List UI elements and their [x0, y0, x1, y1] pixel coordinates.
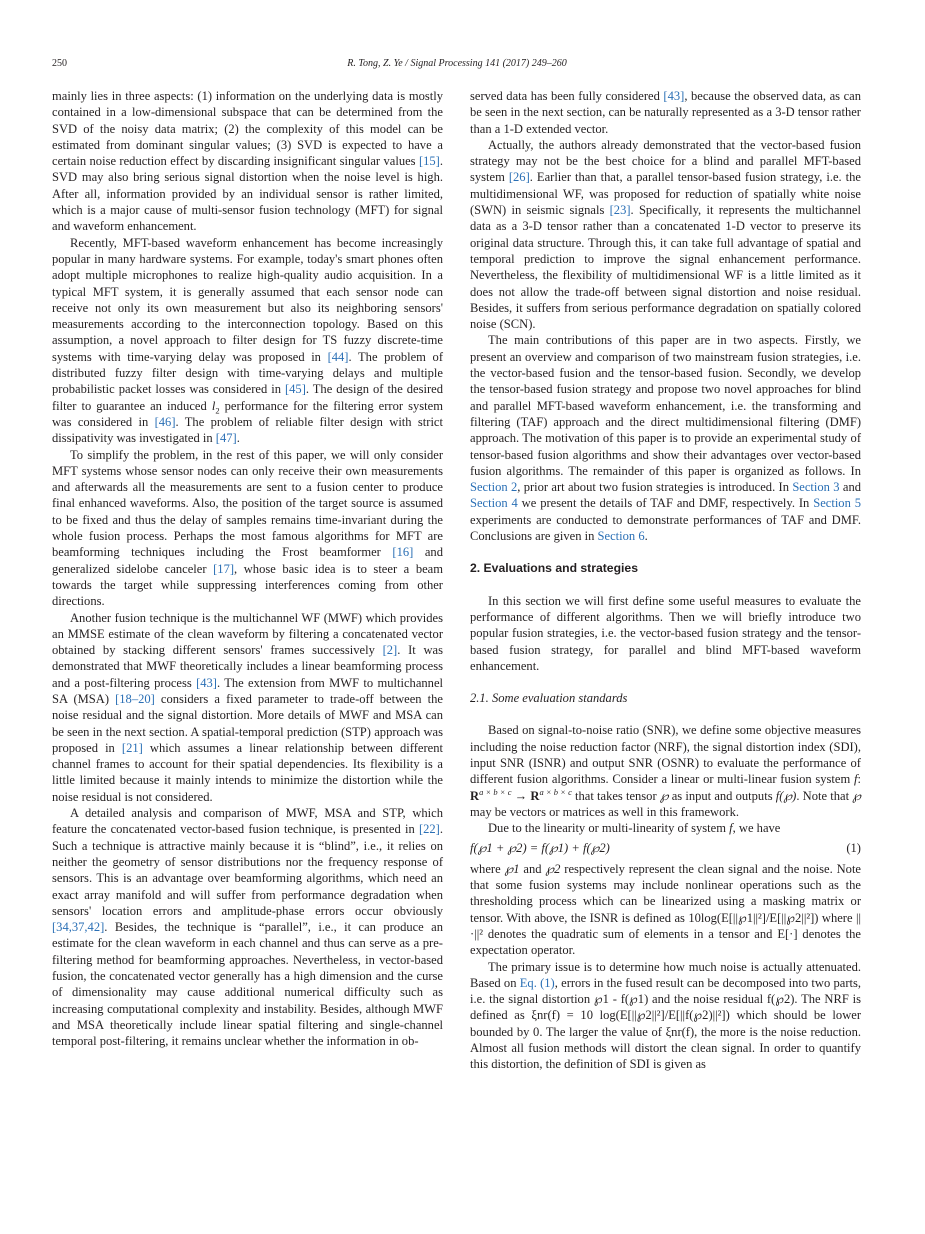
- section-link[interactable]: Section 6: [597, 529, 645, 544]
- citation-link[interactable]: [23]: [609, 203, 631, 218]
- paragraph: The main contributions of this paper are in two aspects. Firstly, we present an overview and comparison of two mainstream fusion strategies, i.e. the vector-based fusion and the tensor-based fusion. Secondly, we develop the tensor-based fusion strategy and propose two novel approaches for blind and parallel MFT-based waveform enhancement, i.e. the transforming and filtering (TAF) approach and the direct multidimensional filtering (DMF) approach. The motivation of this paper is to provide an experimental study of tensor-based fusion algorithms and show their advantages over vector-based fusion algorithms. The remainder of this paper is organized as follows. In Section 2, prior art about two fusion strategies is introduced. In Section 3 and Section 4 we present the details of TAF and DMF, respectively. In Section 5 experiments are conducted to demonstrate performances of TAF and DMF. Conclusions are given in Section 6.: [470, 333, 862, 544]
- citation-link[interactable]: [34,37,42]: [52, 920, 105, 935]
- paragraph: A detailed analysis and comparison of MWF, MSA and STP, which feature the concatenated vector-based fusion technique, is presented in [22]. Such a technique is attractive mainly because it is “blind”, i.e., it relies on neither the geometry of sensor distributions nor the frequency response of sensors. This is an advantage over beamforming algorithms, which need an exact array manifold and will suffer from performance degradation when sensors' location errors and amplitude-phase errors occur obviously [34,37,42]. Besides, the technique is “parallel”, i.e., it can produce an estimate for the clean waveform in each channel and thus can serve as a pre-filtering method for beamforming approaches. Nevertheless, in vector-based fusion, the concatenated vector generally has a high dimension and the curse of dimensionality may cause additional numerical difficulty such as increasing computational complexity and instability. Besides, although MWF and MSA theoretically include linear spatial filtering and single-channel temporal post-filtering, it remains unclear whether the information in ob-: [52, 806, 443, 1049]
- paragraph: mainly lies in three aspects: (1) information on the underlying data is mostly contained in a low-dimensional subspace that can be determined from the SVD of the noisy data matrix; (2) the complexity of this model can be estimated from dominant singular values; (3) SVD is expected to have a certain noise reduction effect by discarding insignificant singular values [15]. SVD may also bring serious signal distortion when the noise level is high. After all, information provided by an individual sensor is rather limited, which is a major cause of multi-sensor fusion technology (MFT) for signal and waveform enhancement.: [52, 89, 443, 234]
- section-link[interactable]: Section 4: [470, 496, 518, 511]
- citation-link[interactable]: [43]: [663, 89, 685, 103]
- paragraph: Another fusion technique is the multichannel WF (MWF) which provides an MMSE estimate of the clean waveform by filtering a concatenated vector obtained by stacking different sensors' frames successively [2]. It was demonstrated that MWF theoretically includes a linear beamforming process and a post-filtering process [43]. The extension from MWF to multichannel SA (MSA) [18–20] considers a fixed parameter to trade-off between the noise residual and the signal distortion. More details of MWF and MSA can be seen in the next section. A spatial-temporal prediction (STP) approach was proposed in [21] which assumes a linear relationship between different channel frames to account for their spatial dependencies. Its flexibility is a little limited because it mainly intends to minimize the distortion while the noise residual is not considered.: [52, 610, 444, 804]
- citation-link[interactable]: [44]: [327, 349, 349, 364]
- citation-link[interactable]: [47]: [215, 431, 237, 446]
- section-link[interactable]: Section 2: [470, 480, 518, 495]
- citation-link[interactable]: [15]: [418, 154, 440, 169]
- citation-link[interactable]: [46]: [154, 414, 176, 429]
- paragraph: Recently, MFT-based waveform enhancement has become increasingly popular in many hardware systems. For example, today's smart phones often adopt multiple microphones to realize high-quality audio acquisition. In a typical MFT system, it is generally assumed that each sensor node can receive not only its own measurement but also its neighboring sensors' measurements according to the interconnection topology. Based on this assumption, a novel approach to filter design for TS fuzzy discrete-time systems with time-varying delay was proposed in [44]. The problem of distributed fuzzy filter design with time-varying delays and multiple probabilistic packet losses was considered in [45]. The design of the desired filter to guarantee an induced $l_2$ performance for the filtering error system was considered in [46]. The problem of reliable filter design with strict dissipativity was investigated in [47].: [52, 235, 444, 446]
- section-heading: 2. Evaluations and strategies: [470, 561, 638, 576]
- citation-link[interactable]: [21]: [121, 740, 143, 755]
- paragraph: Actually, the authors already demonstrated that the vector-based fusion strategy may not be the best choice for a blind and parallel MFT-based system [26]. Earlier than that, a parallel tensor-based fusion strategy, i.e. the multidimensional WF, was proposed for reduction of spatially white noise (SWN) in seismic signals [23]. Specifically, it represents the multichannel data as a 3-D tensor rather than a concatenated 1-D vector to preserve its original data structure. Through this, it can take full advantage of spatial and temporal prediction to improve the signal enhancement performance. Nevertheless, the flexibility of multidimensional WF is a little limited as it does not allow the trade-off between signal distortion and noise residual. Besides, it suffers from serious performance degradation on spatially colored noise (SCN).: [470, 137, 861, 332]
- left-column: [52, 88, 443, 1050]
- page-number: 250: [52, 58, 67, 69]
- citation-link[interactable]: [45]: [284, 382, 306, 397]
- citation-link[interactable]: [2]: [382, 643, 398, 658]
- citation-link[interactable]: [26]: [508, 170, 530, 185]
- paragraph: The primary issue is to determine how much noise is actually attenuated. Based on Eq. (1), errors in the fused result can be decomposed into two parts, i.e. the signal distortion ℘1 - f(℘1) and the noise residual f(℘2). The NRF is defined as ξnr(f) = 10 log(E[||℘2||²]/E[||f(℘2)||²]) which should be lower bounded by 0. The larger the value of ξnr(f), the more is the noise reduction. Almost all fusion methods will distort the clean signal. In order to quantify this distortion, the definition of SDI is given as: [470, 959, 862, 1072]
- equation-1: [470, 840, 861, 856]
- section-link[interactable]: Section 5: [813, 496, 862, 511]
- equation-link[interactable]: Eq. (1): [519, 975, 555, 990]
- paragraph: served data has been fully considered [43], because the observed data, as can be seen in the next section, can be naturally represented as a 3-D tensor rather than a 1-D extended vector.: [470, 89, 862, 136]
- paragraph: where ℘1 and ℘2 respectively represent the clean signal and the noise. Note that some fusion systems may include nonlinear operations such as the thresholding process which can be linearized using a masking matrix or tensor. With above, the ISNR is defined as 10log(E[||℘1||²]/E[||℘2||²]) where ||·||² denotes the quadratic sum of elements in a tensor and E[·] denotes the expectation operator.: [470, 861, 861, 958]
- equation-body: f(℘1 + ℘2) = f(℘1) + f(℘2): [470, 841, 610, 856]
- running-title: R. Tong, Z. Ye / Signal Processing 141 (2017) 249–260: [347, 58, 567, 69]
- equation-number: (1): [846, 841, 861, 856]
- citation-link[interactable]: [43]: [196, 675, 217, 690]
- citation-link[interactable]: [16]: [392, 545, 414, 560]
- section-link[interactable]: Section 3: [792, 480, 840, 495]
- citation-link[interactable]: [18–20]: [115, 691, 155, 706]
- paragraph: To simplify the problem, in the rest of this paper, we will only consider MFT systems whose sensor nodes can only receive their own measurements and afterwards all the measurements are sent to a fusion center to produce final enhanced waveforms. Also, the position of the target source is assumed to be fixed and thus the delay of samples remains time-invariant during the whole fusion process. Perhaps the most famous algorithms for MFT are beamforming techniques including the Frost beamformer [16] and generalized sidelobe canceler [17], whose basic idea is to steer a beam towards the target while suppressing interferences coming from other directions.: [52, 447, 443, 609]
- citation-link[interactable]: [17]: [213, 561, 235, 576]
- paragraph: Based on signal-to-noise ratio (SNR), we define some objective measures including the noise reduction factor (NRF), the signal distortion index (SDI), input SNR (ISNR) and output SNR (OSNR) to evaluate the performance of different fusion algorithms. Consider a linear or multi-linear fusion system f: $R^{a \times b \times c} \to R^{a \times b \times c}$ that takes tensor ℘ as input and outputs f(℘). Note that ℘ may be vectors or matrices as well in this framework.: [470, 723, 861, 819]
- subsection-heading: 2.1. Some evaluation standards: [470, 691, 628, 706]
- paragraph: Due to the linearity or multi-linearity of system f, we have: [488, 821, 781, 836]
- right-column: [470, 88, 861, 1073]
- page-header: [52, 57, 862, 71]
- paragraph: In this section we will first define some useful measures to evaluate the performance of different algorithms. Then we will briefly introduce two popular fusion strategies, i.e. the vector-based fusion strategy and the tensor-based fusion strategy, for parallel and blind MFT-based waveform enhancement.: [470, 593, 861, 673]
- citation-link[interactable]: [22]: [418, 822, 440, 837]
